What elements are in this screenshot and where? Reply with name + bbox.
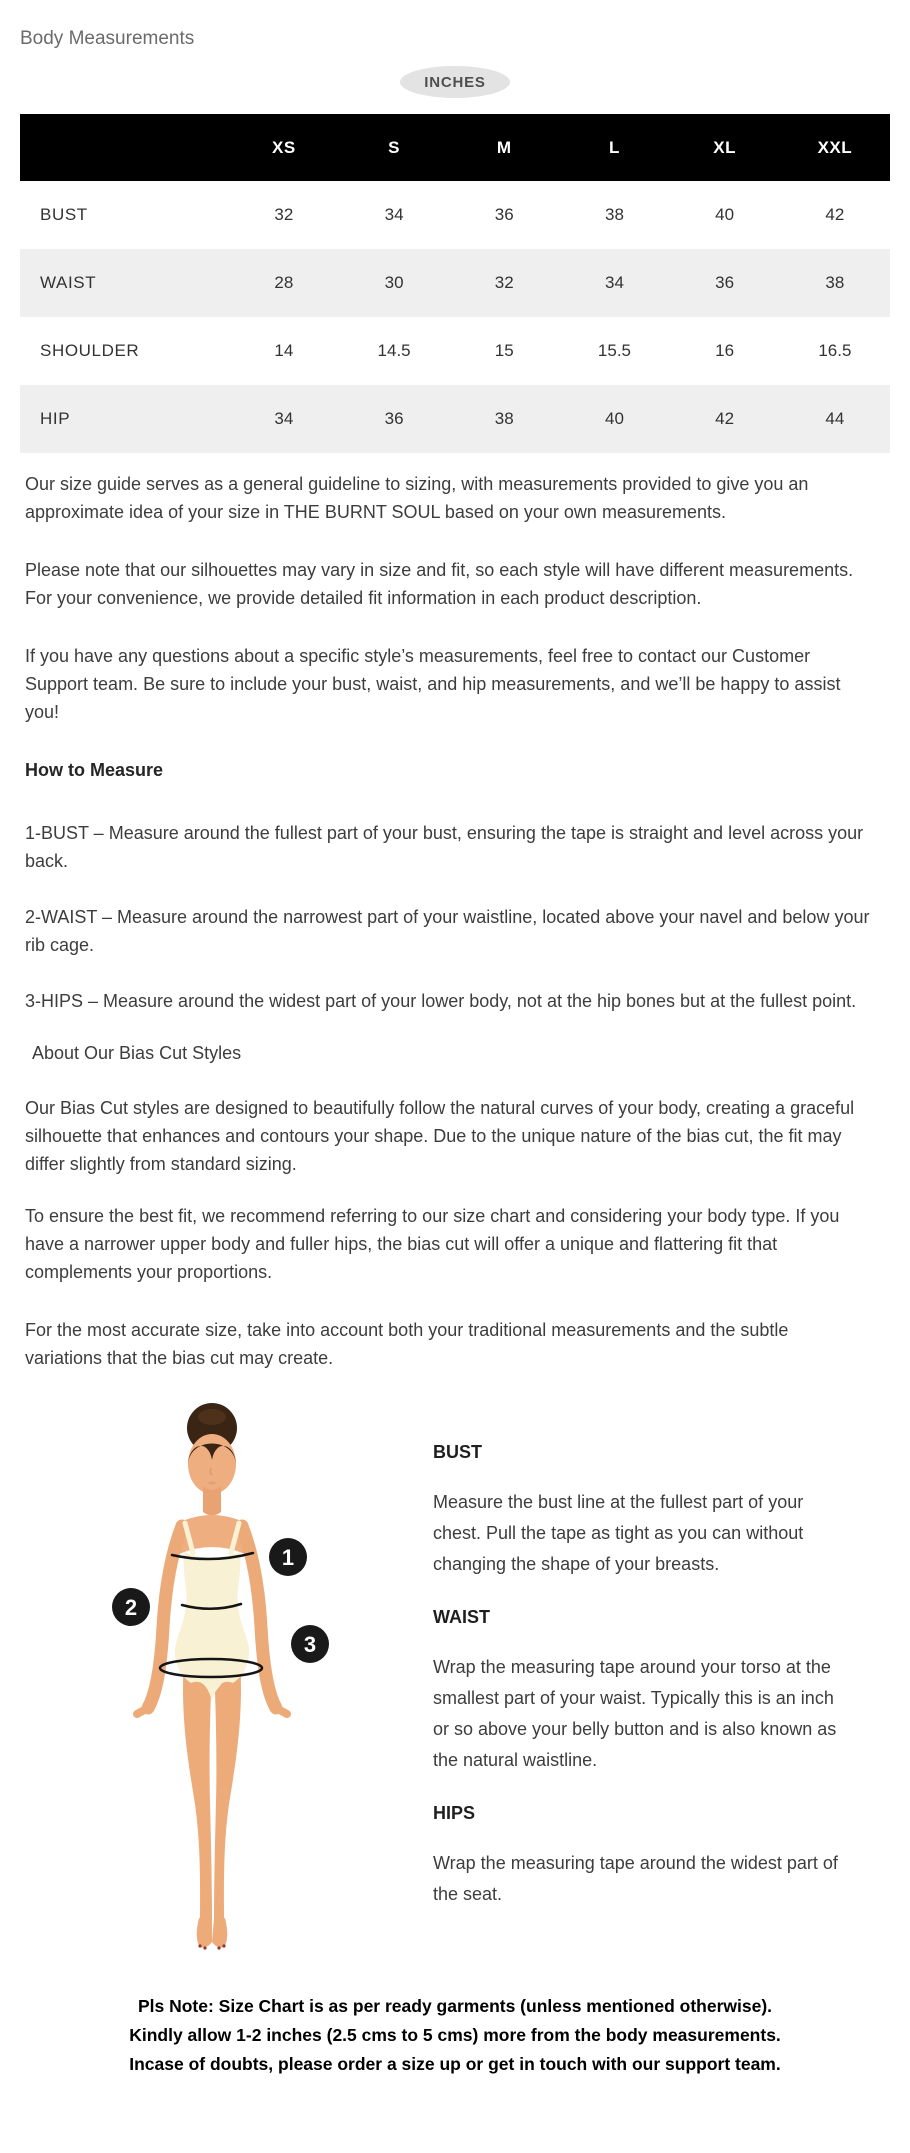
cell-value: 28 [274,273,294,292]
cell-value: 14.5 [377,341,411,360]
figure-right-leg [214,1660,241,1920]
cell-value: 44 [825,409,845,428]
measure-item-hips: 3-HIPS – Measure around the widest part of your lower body, not at the hip bones but at the fullest point. [25,991,857,1011]
row-label-waist: WAIST [40,273,97,292]
cell-value: 34 [274,409,294,428]
body-measurement-figure [90,1402,420,1962]
hips-heading: HIPS [433,1803,476,1823]
size-col-s: S [388,137,400,157]
marker-badge-1 [269,1538,307,1576]
bias-paragraph: For the most accurate size, take into account both your traditional measurements and the subtle variations that the bias cut may create. [25,1320,789,1368]
figure-right-hand [276,1708,287,1714]
waist-description: Wrap the measuring tape around your torso at the smallest part of your waist. Typically this is an inch or so above your belly button and is also known as the natural waistline. [433,1657,837,1770]
table-row-bust [20,181,890,249]
cell-value: 34 [604,273,624,292]
figure-left-leg [183,1660,212,1920]
cell-value: 40 [715,205,735,224]
cell-value: 16.5 [818,341,852,360]
measure-guide-section [20,1402,890,1962]
figure-toe [217,1946,220,1949]
figure-left-arm [148,1526,182,1708]
size-col-xs: XS [272,137,296,157]
footer-note [20,1992,890,2079]
size-chart-table [20,114,890,453]
cell-value: 38 [825,273,845,292]
how-to-measure-heading: How to Measure [25,760,164,780]
figure-toe [198,1944,201,1947]
table-row-hip [20,385,890,453]
intro-paragraph: Our size guide serves as a general guideline to sizing, with measurements provided to give you an approximate idea of your size in THE BURNT SOUL based on your own measurements. [25,474,809,522]
marker-badge-2 [112,1588,150,1626]
measure-item-bust: 1-BUST – Measure around the fullest part of your bust, ensuring the tape is straight and level across your back. [25,823,864,871]
cell-value: 15.5 [597,341,631,360]
bias-paragraph: To ensure the best fit, we recommend referring to our size chart and considering your body type. If you have a narrower upper body and fuller hips, the bias cut will offer a unique and flattering fit that complements your proportions. [25,1206,840,1282]
figure-neck [203,1486,221,1516]
cell-value: 14 [274,341,294,360]
figure-right-foot [212,1918,227,1947]
bias-paragraph: Our Bias Cut styles are designed to beautifully follow the natural curves of your body, creating a graceful silhouette that enhances and contours your shape. Due to the unique nature of the bias cut, the fit may differ slightly from standard sizing. [25,1098,855,1174]
footer-note-line: Kindly allow 1-2 inches (2.5 cms to 5 cms) more from the body measurements. [129,2025,781,2045]
cell-value: 16 [715,341,735,360]
figure-toe [203,1946,206,1949]
size-chart-header-empty-cell [20,114,229,181]
row-label-hip: HIP [40,409,71,428]
size-col-m: M [496,137,512,157]
cell-value: 42 [825,205,845,224]
cell-value: 36 [384,409,404,428]
waist-heading: WAIST [433,1607,490,1627]
intro-paragraph: If you have any questions about a specific style’s measurements, feel free to contact our Customer Support team. Be sure to include your bust, waist, and hip measurements, and we’ll be happy to assist you! [25,646,841,722]
unit-toggle-inches[interactable]: INCHES [400,66,510,98]
body-copy [20,470,890,1372]
cell-value: 42 [715,409,735,428]
row-label-shoulder: SHOULDER [40,341,140,360]
svg-text:1: 1 [281,1545,295,1570]
hips-description: Wrap the measuring tape around the widest part of the seat. [433,1853,838,1904]
size-chart-header-row [20,114,890,181]
cell-value: 38 [494,409,514,428]
cell-value: 40 [604,409,624,428]
cell-value: 34 [384,205,404,224]
figure-toe [222,1944,225,1947]
row-label-bust: BUST [40,205,88,224]
measure-descriptions [433,1402,853,1937]
table-row-waist [20,249,890,317]
cell-value: 30 [384,273,404,292]
bust-description: Measure the bust line at the fullest part of your chest. Pull the tape as tight as you can without changing the shape of your breasts. [433,1492,804,1574]
figure-illustration [90,1402,420,1962]
size-col-xxl: XXL [817,137,853,157]
svg-text:3: 3 [303,1632,317,1657]
figure-left-foot [197,1918,212,1947]
intro-paragraph: Please note that our silhouettes may vary in size and fit, so each style will have different measurements. For your convenience, we provide detailed fit information in each product description. [25,560,854,608]
table-row-shoulder [20,317,890,385]
cell-value: 15 [494,341,514,360]
cell-value: 38 [604,205,624,224]
figure-left-hand [137,1708,148,1714]
size-col-xl: XL [713,137,736,157]
unit-row [20,66,890,98]
footer-note-line: Pls Note: Size Chart is as per ready garments (unless mentioned otherwise). [137,1996,773,2016]
bias-cut-heading: About Our Bias Cut Styles [32,1043,242,1063]
figure-lips [208,1481,216,1484]
measure-item-waist: 2-WAIST – Measure around the narrowest part of your waistline, located above your navel and below your rib cage. [25,907,870,955]
marker-badge-3 [291,1625,329,1663]
figure-head [188,1434,236,1494]
bust-heading: BUST [433,1442,482,1462]
page-title: Body Measurements [20,28,195,49]
cell-value: 36 [494,205,514,224]
cell-value: 32 [494,273,514,292]
cell-value: 32 [274,205,294,224]
size-col-l: L [609,137,620,157]
footer-note-line: Incase of doubts, please order a size up or get in touch with our support team. [129,2054,781,2074]
svg-text:2: 2 [124,1595,138,1620]
size-chart-header [20,114,890,181]
cell-value: 36 [715,273,735,292]
figure-hair-bun-highlight [198,1409,226,1425]
